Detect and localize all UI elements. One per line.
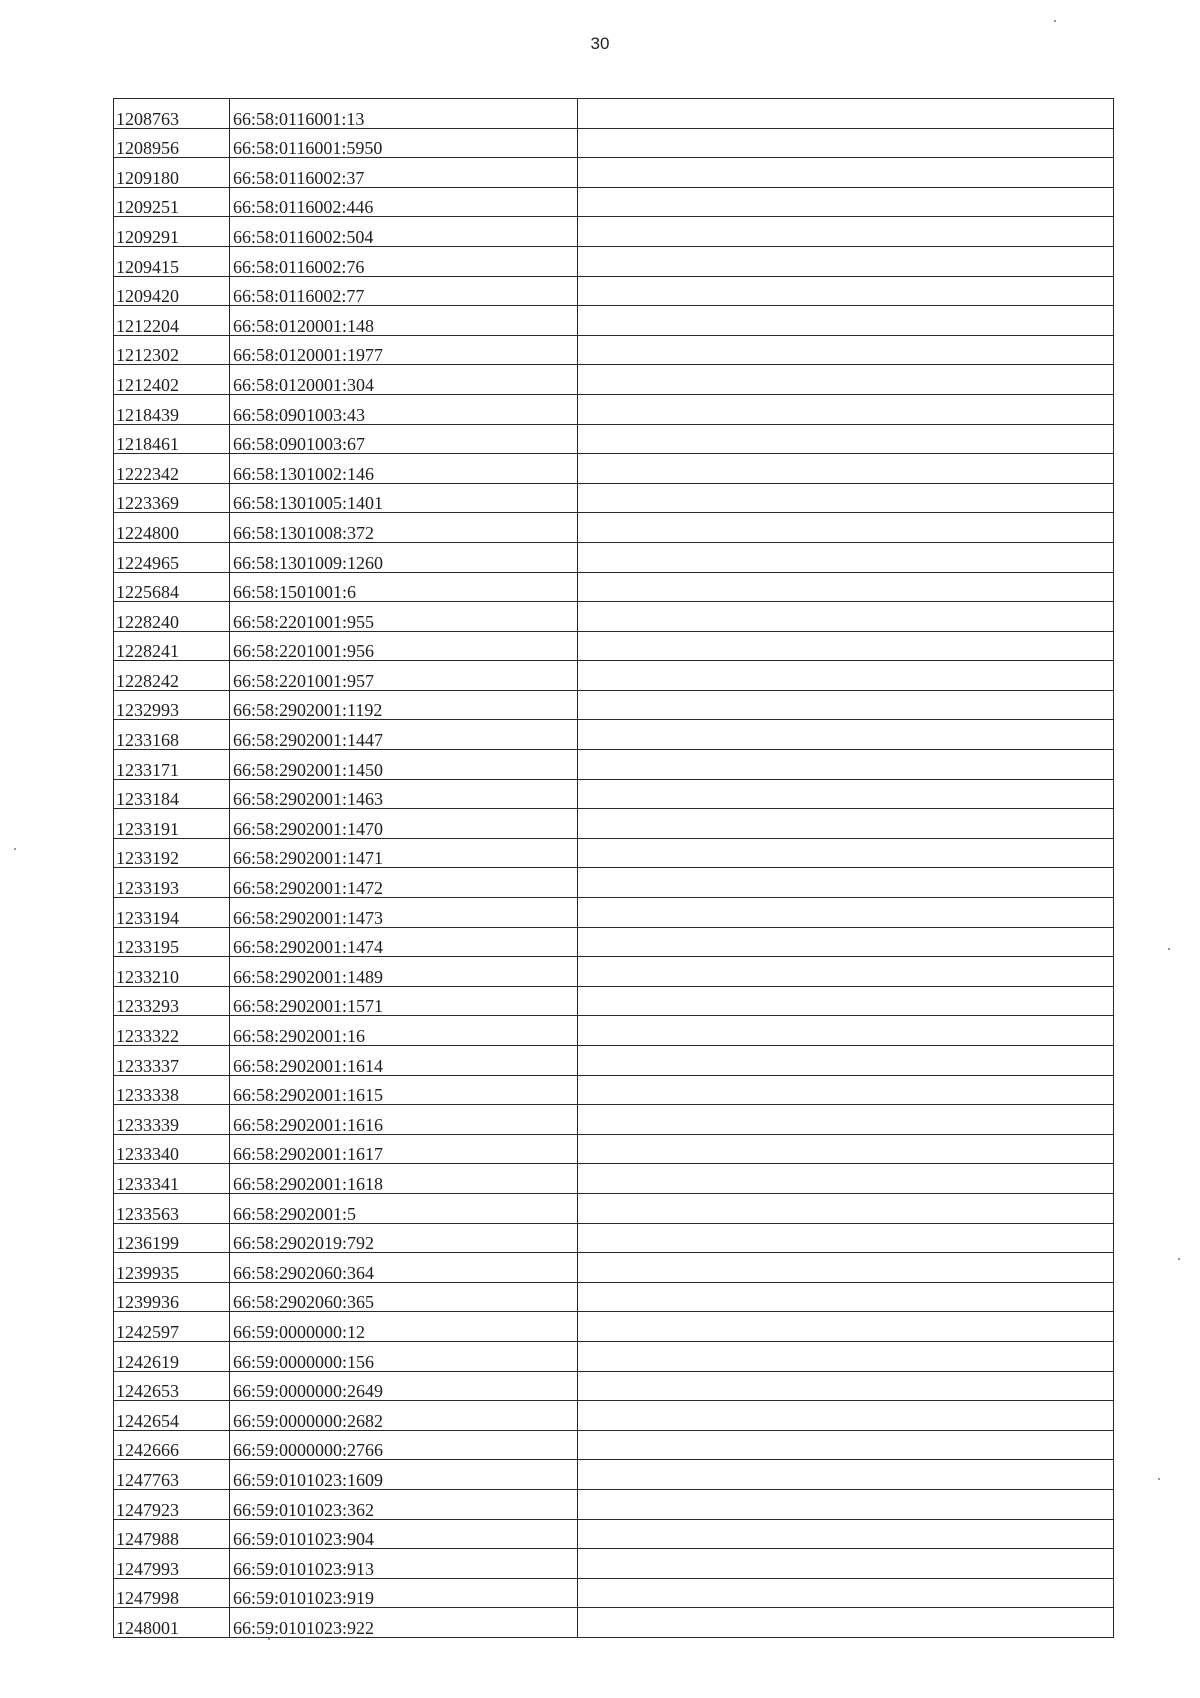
cadastral-number-cell: 66:59:0101023:913 (230, 1549, 578, 1579)
table-row (114, 572, 1114, 602)
row-id-cell: 1247763 (114, 1460, 230, 1490)
empty-cell (578, 335, 1114, 365)
table-row (114, 838, 1114, 868)
table-row (114, 720, 1114, 750)
cadastral-number-cell: 66:59:0101023:922 (230, 1608, 578, 1638)
table-row (114, 1371, 1114, 1401)
cadastral-number-cell: 66:58:2902001:16 (230, 1016, 578, 1046)
table-row (114, 1341, 1114, 1371)
cadastral-number-cell: 66:58:1301005:1401 (230, 483, 578, 513)
table-row (114, 898, 1114, 928)
table-row (114, 1401, 1114, 1431)
table-row (114, 306, 1114, 336)
row-id-cell: 1233293 (114, 986, 230, 1016)
table-row (114, 1046, 1114, 1076)
empty-cell (578, 1046, 1114, 1076)
scan-speck (268, 1638, 270, 1640)
row-id-cell: 1242666 (114, 1430, 230, 1460)
row-id-cell: 1212402 (114, 365, 230, 395)
scan-speck (14, 848, 16, 850)
empty-cell (578, 1312, 1114, 1342)
table-row (114, 1016, 1114, 1046)
cadastral-number-cell: 66:58:2902001:1614 (230, 1046, 578, 1076)
empty-cell (578, 661, 1114, 691)
row-id-cell: 1208956 (114, 128, 230, 158)
table-row (114, 1253, 1114, 1283)
empty-cell (578, 868, 1114, 898)
table-row (114, 365, 1114, 395)
table-row (114, 276, 1114, 306)
row-id-cell: 1242654 (114, 1401, 230, 1431)
empty-cell (578, 809, 1114, 839)
cadastral-number-cell: 66:59:0000000:156 (230, 1341, 578, 1371)
empty-cell (578, 1164, 1114, 1194)
table-row (114, 424, 1114, 454)
row-id-cell: 1209291 (114, 217, 230, 247)
cadastral-number-cell: 66:58:2902001:1617 (230, 1134, 578, 1164)
table-row (114, 99, 1114, 129)
table-row (114, 779, 1114, 809)
cadastral-number-cell: 66:58:0116002:77 (230, 276, 578, 306)
table-row (114, 1519, 1114, 1549)
row-id-cell: 1212204 (114, 306, 230, 336)
empty-cell (578, 1105, 1114, 1135)
empty-cell (578, 158, 1114, 188)
cadastral-number-cell: 66:58:2902001:1473 (230, 898, 578, 928)
cadastral-number-cell: 66:58:2902001:5 (230, 1193, 578, 1223)
table-row (114, 957, 1114, 987)
scan-speck (1178, 1258, 1180, 1260)
empty-cell (578, 1075, 1114, 1105)
empty-cell (578, 1016, 1114, 1046)
row-id-cell: 1247923 (114, 1489, 230, 1519)
table-row (114, 631, 1114, 661)
empty-cell (578, 217, 1114, 247)
scan-speck (1054, 20, 1056, 22)
empty-cell (578, 306, 1114, 336)
cadastral-number-cell: 66:58:2902001:1474 (230, 927, 578, 957)
row-id-cell: 1242597 (114, 1312, 230, 1342)
cadastral-number-cell: 66:58:1301008:372 (230, 513, 578, 543)
empty-cell (578, 99, 1114, 129)
table-row (114, 158, 1114, 188)
cadastral-number-cell: 66:59:0000000:2682 (230, 1401, 578, 1431)
table-row (114, 513, 1114, 543)
row-id-cell: 1248001 (114, 1608, 230, 1638)
table-row (114, 394, 1114, 424)
cadastral-number-cell: 66:58:2902019:792 (230, 1223, 578, 1253)
cadastral-number-cell: 66:58:2902001:1615 (230, 1075, 578, 1105)
empty-cell (578, 1253, 1114, 1283)
row-id-cell: 1209420 (114, 276, 230, 306)
cadastral-number-cell: 66:58:0901003:67 (230, 424, 578, 454)
row-id-cell: 1224800 (114, 513, 230, 543)
scan-speck (1168, 948, 1170, 950)
cadastral-number-cell: 66:58:0116001:13 (230, 99, 578, 129)
cadastral-number-cell: 66:58:2902001:1470 (230, 809, 578, 839)
cadastral-number-cell: 66:58:1501001:6 (230, 572, 578, 602)
row-id-cell: 1233341 (114, 1164, 230, 1194)
cadastral-number-cell: 66:59:0000000:2766 (230, 1430, 578, 1460)
empty-cell (578, 1430, 1114, 1460)
empty-cell (578, 898, 1114, 928)
empty-cell (578, 1282, 1114, 1312)
registry-table-body (114, 99, 1114, 1638)
table-row (114, 809, 1114, 839)
cadastral-number-cell: 66:59:0101023:1609 (230, 1460, 578, 1490)
cadastral-number-cell: 66:58:2201001:956 (230, 631, 578, 661)
table-row (114, 483, 1114, 513)
table-row (114, 868, 1114, 898)
table-row (114, 1578, 1114, 1608)
cadastral-number-cell: 66:58:2902060:365 (230, 1282, 578, 1312)
cadastral-number-cell: 66:58:2201001:957 (230, 661, 578, 691)
cadastral-number-cell: 66:58:2902001:1447 (230, 720, 578, 750)
empty-cell (578, 128, 1114, 158)
table-row (114, 986, 1114, 1016)
table-row (114, 1282, 1114, 1312)
empty-cell (578, 1608, 1114, 1638)
cadastral-number-cell: 66:58:2201001:955 (230, 602, 578, 632)
cadastral-number-cell: 66:58:0120001:148 (230, 306, 578, 336)
row-id-cell: 1242619 (114, 1341, 230, 1371)
cadastral-number-cell: 66:58:2902001:1463 (230, 779, 578, 809)
table-row (114, 1134, 1114, 1164)
cadastral-number-cell: 66:58:2902001:1489 (230, 957, 578, 987)
empty-cell (578, 720, 1114, 750)
table-row (114, 335, 1114, 365)
row-id-cell: 1212302 (114, 335, 230, 365)
cadastral-number-cell: 66:58:0116001:5950 (230, 128, 578, 158)
row-id-cell: 1209180 (114, 158, 230, 188)
row-id-cell: 1233337 (114, 1046, 230, 1076)
row-id-cell: 1228240 (114, 602, 230, 632)
table-row (114, 1489, 1114, 1519)
table-row (114, 1075, 1114, 1105)
table-row (114, 1608, 1114, 1638)
row-id-cell: 1232993 (114, 690, 230, 720)
row-id-cell: 1233210 (114, 957, 230, 987)
empty-cell (578, 986, 1114, 1016)
empty-cell (578, 1578, 1114, 1608)
cadastral-number-cell: 66:58:0116002:37 (230, 158, 578, 188)
cadastral-number-cell: 66:59:0000000:2649 (230, 1371, 578, 1401)
table-row (114, 187, 1114, 217)
row-id-cell: 1218461 (114, 424, 230, 454)
cadastral-number-cell: 66:59:0101023:904 (230, 1519, 578, 1549)
empty-cell (578, 572, 1114, 602)
cadastral-number-cell: 66:58:2902001:1571 (230, 986, 578, 1016)
row-id-cell: 1233194 (114, 898, 230, 928)
row-id-cell: 1239935 (114, 1253, 230, 1283)
scan-speck (1158, 1478, 1160, 1480)
table-row (114, 246, 1114, 276)
empty-cell (578, 483, 1114, 513)
empty-cell (578, 779, 1114, 809)
row-id-cell: 1233195 (114, 927, 230, 957)
row-id-cell: 1209415 (114, 246, 230, 276)
empty-cell (578, 1549, 1114, 1579)
cadastral-number-cell: 66:58:2902001:1471 (230, 838, 578, 868)
table-row (114, 1549, 1114, 1579)
row-id-cell: 1233338 (114, 1075, 230, 1105)
empty-cell (578, 927, 1114, 957)
table-row (114, 690, 1114, 720)
row-id-cell: 1233322 (114, 1016, 230, 1046)
row-id-cell: 1228242 (114, 661, 230, 691)
cadastral-number-cell: 66:59:0101023:362 (230, 1489, 578, 1519)
row-id-cell: 1225684 (114, 572, 230, 602)
table-row (114, 661, 1114, 691)
empty-cell (578, 424, 1114, 454)
row-id-cell: 1247988 (114, 1519, 230, 1549)
row-id-cell: 1233171 (114, 750, 230, 780)
table-row (114, 1312, 1114, 1342)
empty-cell (578, 1460, 1114, 1490)
row-id-cell: 1233184 (114, 779, 230, 809)
empty-cell (578, 750, 1114, 780)
row-id-cell: 1233168 (114, 720, 230, 750)
row-id-cell: 1242653 (114, 1371, 230, 1401)
cadastral-number-cell: 66:58:0901003:43 (230, 394, 578, 424)
empty-cell (578, 1519, 1114, 1549)
cadastral-number-cell: 66:58:0116002:76 (230, 246, 578, 276)
empty-cell (578, 1401, 1114, 1431)
empty-cell (578, 1489, 1114, 1519)
empty-cell (578, 365, 1114, 395)
table-row (114, 1430, 1114, 1460)
empty-cell (578, 1134, 1114, 1164)
row-id-cell: 1233339 (114, 1105, 230, 1135)
table-row (114, 1223, 1114, 1253)
cadastral-number-cell: 66:58:2902001:1450 (230, 750, 578, 780)
row-id-cell: 1233191 (114, 809, 230, 839)
table-row (114, 1105, 1114, 1135)
row-id-cell: 1247993 (114, 1549, 230, 1579)
empty-cell (578, 1341, 1114, 1371)
row-id-cell: 1233192 (114, 838, 230, 868)
row-id-cell: 1239936 (114, 1282, 230, 1312)
cadastral-number-cell: 66:58:0116002:504 (230, 217, 578, 247)
empty-cell (578, 542, 1114, 572)
empty-cell (578, 838, 1114, 868)
table-row (114, 217, 1114, 247)
row-id-cell: 1247998 (114, 1578, 230, 1608)
empty-cell (578, 513, 1114, 543)
cadastral-number-cell: 66:58:2902001:1472 (230, 868, 578, 898)
table-row (114, 454, 1114, 484)
cadastral-number-cell: 66:58:0116002:446 (230, 187, 578, 217)
cadastral-number-cell: 66:58:1301002:146 (230, 454, 578, 484)
table-row (114, 927, 1114, 957)
row-id-cell: 1236199 (114, 1223, 230, 1253)
row-id-cell: 1233193 (114, 868, 230, 898)
cadastral-number-cell: 66:59:0101023:919 (230, 1578, 578, 1608)
cadastral-number-cell: 66:58:0120001:1977 (230, 335, 578, 365)
table-row (114, 750, 1114, 780)
cadastral-number-cell: 66:59:0000000:12 (230, 1312, 578, 1342)
cadastral-number-cell: 66:58:2902001:1192 (230, 690, 578, 720)
empty-cell (578, 1193, 1114, 1223)
table-row (114, 1193, 1114, 1223)
cadastral-number-cell: 66:58:1301009:1260 (230, 542, 578, 572)
row-id-cell: 1223369 (114, 483, 230, 513)
cadastral-number-cell: 66:58:2902001:1616 (230, 1105, 578, 1135)
table-row (114, 128, 1114, 158)
empty-cell (578, 187, 1114, 217)
row-id-cell: 1222342 (114, 454, 230, 484)
table-row (114, 542, 1114, 572)
empty-cell (578, 631, 1114, 661)
empty-cell (578, 602, 1114, 632)
cadastral-number-cell: 66:58:2902001:1618 (230, 1164, 578, 1194)
empty-cell (578, 394, 1114, 424)
table-row (114, 1460, 1114, 1490)
cadastral-number-cell: 66:58:0120001:304 (230, 365, 578, 395)
row-id-cell: 1233340 (114, 1134, 230, 1164)
empty-cell (578, 957, 1114, 987)
empty-cell (578, 454, 1114, 484)
row-id-cell: 1208763 (114, 99, 230, 129)
row-id-cell: 1218439 (114, 394, 230, 424)
registry-table (113, 98, 1114, 1638)
table-row (114, 1164, 1114, 1194)
empty-cell (578, 1371, 1114, 1401)
table-row (114, 602, 1114, 632)
empty-cell (578, 276, 1114, 306)
row-id-cell: 1233563 (114, 1193, 230, 1223)
empty-cell (578, 690, 1114, 720)
row-id-cell: 1224965 (114, 542, 230, 572)
empty-cell (578, 246, 1114, 276)
row-id-cell: 1228241 (114, 631, 230, 661)
row-id-cell: 1209251 (114, 187, 230, 217)
page-number: 30 (590, 34, 610, 53)
empty-cell (578, 1223, 1114, 1253)
cadastral-number-cell: 66:58:2902060:364 (230, 1253, 578, 1283)
